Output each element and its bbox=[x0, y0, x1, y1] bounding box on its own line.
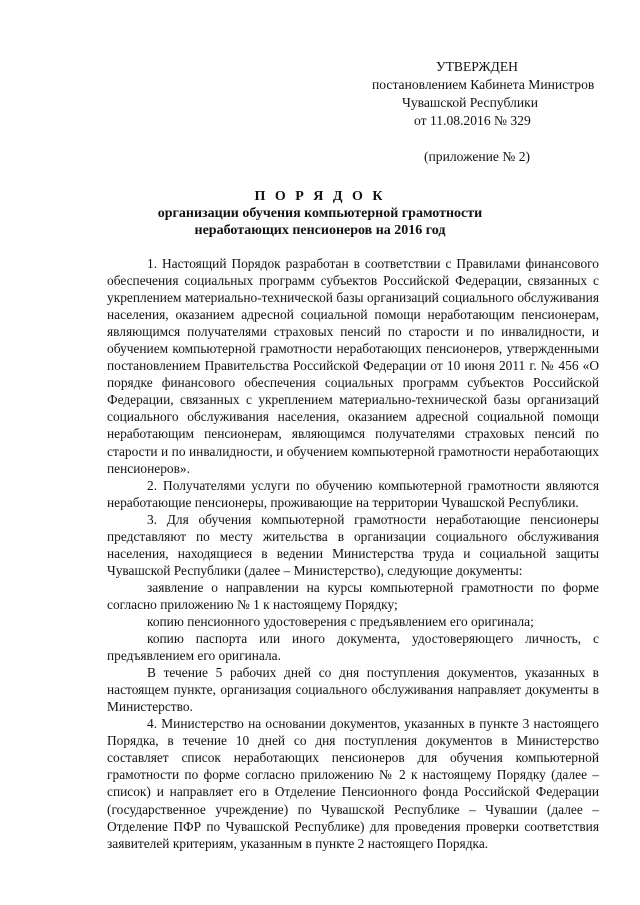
approval-block bbox=[372, 58, 622, 166]
document-heading bbox=[0, 188, 640, 239]
paragraph-3-deadline: В течение 5 рабочих дней со дня поступления документов, указанных в настоящем пункте, организация социального обслуживания направляет документы в Министерство. bbox=[107, 665, 599, 715]
paragraph-3-item-application: заявление о направлении на курсы компьютерной грамотности по форме согласно приложению № 1 к настоящему Порядку; bbox=[107, 579, 599, 612]
approval-region: Чувашской Республики bbox=[402, 95, 538, 110]
document-body bbox=[107, 255, 599, 852]
document-title: П О Р Я Д О К bbox=[254, 189, 386, 204]
paragraph-1: 1. Настоящий Порядок разработан в соответствии с Правилами финансового обеспечения социальных программ субъектов Российской Федерации, связанных с укреплением материально-технической базы организаций социального обслуживания населения, оказанием адресной социальной помощи неработающим пенсионерам, являющимся получателями страховых пенсий по старости и по инвалидности, и обучением компьютерной грамотности неработающих пенсионеров, утвержденными постановлением Правительства Российской Федерации от 10 июня 2011 г. № 456 «О порядке финансового обеспечения социальных программ субъектов Российской Федерации, связанных с укреплением материально-технической базы организаций социального обслуживания населения, оказанием адресной социальной помощи неработающим пенсионерам, являющимся получателями страховых пенсий по старости и по инвалидности, и обучением компьютерной грамотности неработающих пенсионеров». bbox=[107, 256, 599, 476]
paragraph-3-item-passport: копию паспорта или иного документа, удостоверяющего личность, с предъявлением его оригинала. bbox=[107, 631, 599, 664]
paragraph-3: 3. Для обучения компьютерной грамотности неработающие пенсионеры представляют по месту жительства в организации социального обслуживания населения, находящиеся в ведении Министерства труда и социальной защиты Чувашской Республики (далее – Министерство), следующие документы: bbox=[107, 511, 599, 578]
paragraph-4: 4. Министерство на основании документов, указанных в пункте 3 настоящего Порядка, в течение 10 дней со дня поступления документов в Министерство составляет список неработающих пенсионеров для обучения компьютерной грамотности по форме согласно приложению № 2 к настоящему Порядку (далее – список) и направляет его в Отделение Пенсионного фонда Российской Федерации (государственное учреждение) по Чувашской Республике – Чувашии (далее – Отделение ПФР по Чувашской Республике) для проведения проверки соответствия заявителей критериям, указанным в пункте 2 настоящего Порядка. bbox=[107, 716, 599, 851]
approval-title: УТВЕРЖДЕН bbox=[436, 59, 518, 74]
paragraph-2: 2. Получателями услуги по обучению компьютерной грамотности являются неработающие пенсионеры, проживающие на территории Чувашской Республики. bbox=[107, 477, 599, 510]
appendix-label: (приложение № 2) bbox=[424, 149, 531, 164]
document-subtitle-line-2: неработающих пенсионеров на 2016 год bbox=[194, 223, 446, 238]
paragraph-3-item-pension-certificate: копию пенсионного удостоверения с предъявлением его оригинала; bbox=[147, 613, 534, 629]
approval-issuer: постановлением Кабинета Министров bbox=[372, 77, 595, 92]
approval-date-number: от 11.08.2016 № 329 bbox=[414, 113, 531, 128]
document-subtitle-line-1: организации обучения компьютерной грамотности bbox=[157, 206, 483, 221]
